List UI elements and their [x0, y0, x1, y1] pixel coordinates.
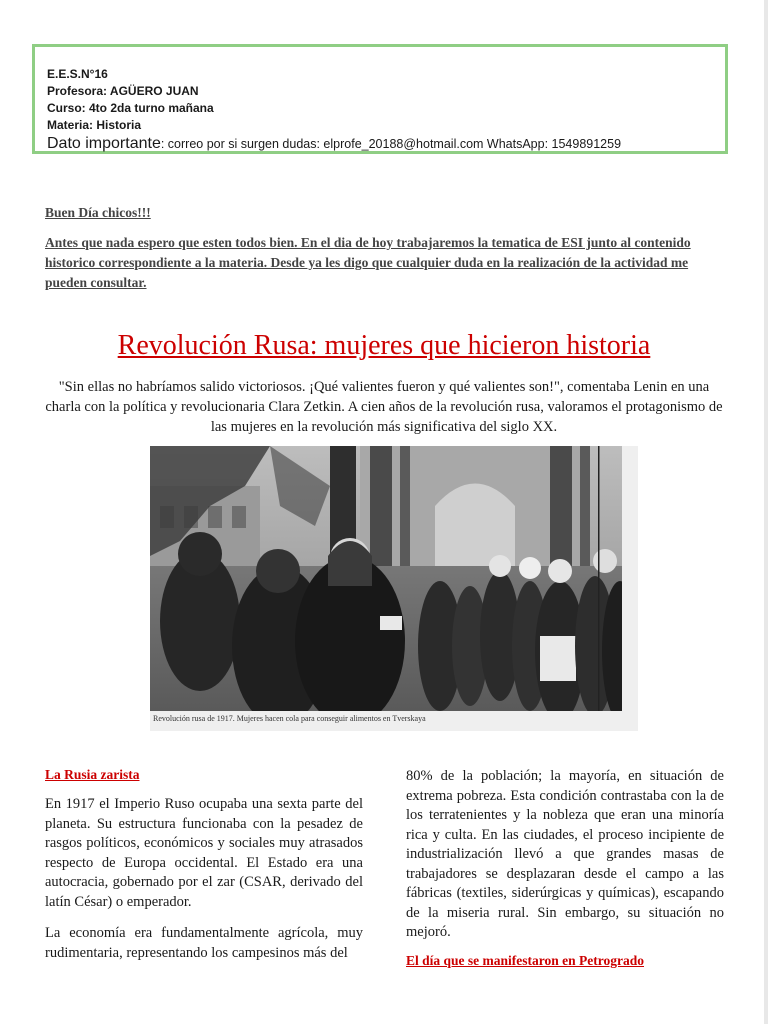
historical-photo: [150, 446, 638, 731]
article-title: Revolución Rusa: mujeres que hicieron historia: [117, 330, 651, 361]
paragraph-economy: La economía era fundamentalmente agrícola, muy rudimentaria, representando los campesinos más del: [45, 925, 363, 961]
important-contact[interactable]: : correo por si surgen dudas: elprofe_20188@hotmail.com WhatsApp: 1549891259: [160, 137, 622, 151]
section-heading-petrograd: El día que se manifestaron en Petrogrado: [406, 952, 644, 968]
photo-caption: Revolución rusa de 1917. Mujeres hacen cola para conseguir alimentos en Tverskaya: [153, 714, 426, 723]
photo-illustration: [150, 446, 638, 731]
left-column: [45, 767, 363, 975]
important-label: Dato importante: [47, 135, 161, 152]
section-heading-tsarist-russia: La Rusia zarista: [45, 767, 140, 782]
intro-paragraph: Antes que nada espero que esten todos bien. En el dia de hoy trabajaremos la tematica de ESI junto al contenido historico correspondiente a la materia. Desde ya les digo que cualquier duda en la realización de la actividad me pueden consultar.: [45, 235, 691, 290]
teacher-name: Profesora: AGÜERO JUAN: [47, 84, 199, 98]
right-column: [406, 767, 724, 969]
subject-info: Materia: Historia: [47, 118, 142, 132]
lenin-quote: "Sin ellas no habríamos salido victoriosos. ¡Qué valientes fueron y qué valientes son!", comentaba Lenin en una charla con la política y revolucionaria Clara Zetkin. A cien años de la revolución rusa, valoramos el protagonismo de las mujeres en la revolución más significativa del siglo XX.: [45, 379, 723, 435]
course-info: Curso: 4to 2da turno mañana: [47, 101, 214, 115]
header-box: [32, 44, 728, 154]
paragraph-population: 80% de la población; la mayoría, en situación de extrema pobreza. Esta condición contrastaba con la de los terratenientes y la nobleza que eran una minoría rica y culta. En las ciudades, el proceso incipiente de industrialización llevó a que grandes masas de trabajadores se desplazaran desde el campo a las fábricas (textiles, siderúrgicas y químicas), escapando de la miseria rural. Sin embargo, su situación no mejoró.: [406, 768, 724, 940]
school-name: E.E.S.N°16: [47, 67, 108, 81]
greeting: Buen Día chicos!!!: [45, 205, 151, 220]
important-info: [47, 135, 621, 153]
paragraph-empire: En 1917 el Imperio Ruso ocupaba una sexta parte del planeta. Su estructura funcionaba con la pesadez de rasgos políticos, económicos y sociales muy atrasados respecto de Europa occidental. El Estado era una autocracia, gobernado por el zar (CSAR, derivado del latín César) o emperador.: [45, 796, 363, 910]
page-edge: [764, 0, 768, 1024]
